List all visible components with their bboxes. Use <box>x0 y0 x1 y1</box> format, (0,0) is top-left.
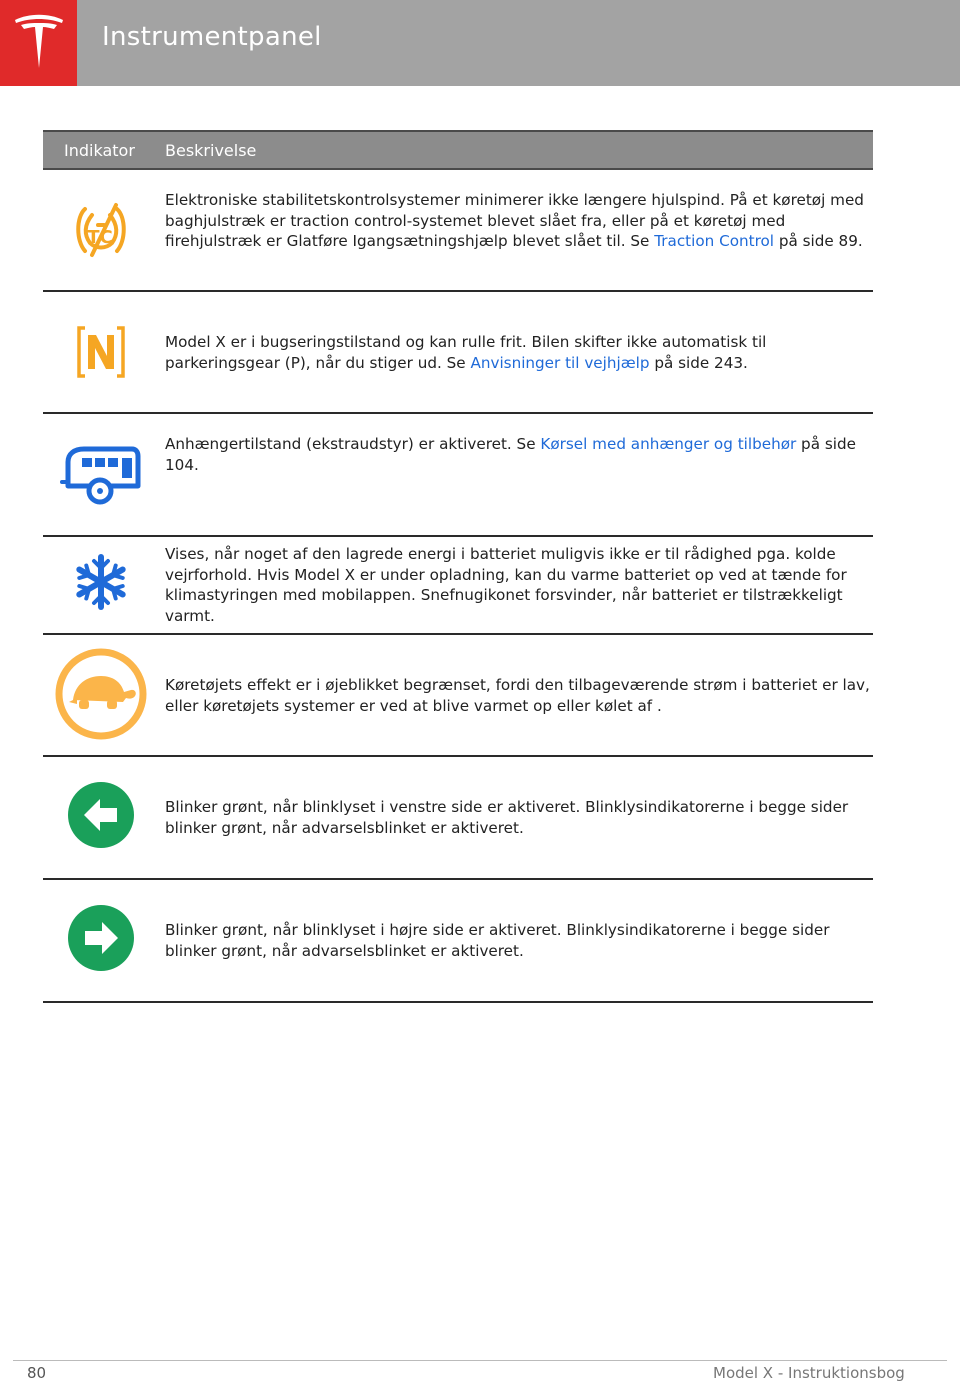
traction-control-off-icon <box>43 200 158 262</box>
column-header-description: Beskrivelse <box>165 141 257 160</box>
tesla-logo-icon <box>13 14 65 70</box>
row-description: Anhængertilstand (ekstraudstyr) er aktiveret. Se Kørsel med anhænger og tilbehør på side 104. <box>165 435 856 474</box>
table-row <box>43 170 873 292</box>
row-description: Blinker grønt, når blinklyset i højre side er aktiveret. Blinklysindikatorerne i begge sider blinker grønt, når advarselsblinket er aktiveret. <box>165 921 830 960</box>
table-row <box>43 292 873 414</box>
link-towing-and-accessories[interactable]: Kørsel med anhænger og tilbehør <box>540 435 797 453</box>
turn-signal-left-icon <box>43 780 158 850</box>
snowflake-icon <box>43 552 158 612</box>
column-header-indicator: Indikator <box>64 141 135 160</box>
row-description: Køretøjets effekt er i øjeblikket begrænset, fordi den tilbageværende strøm i batteriet er lav, eller køretøjets systemer er ved at blive varmet op eller kølet af . <box>165 676 870 715</box>
table-header <box>43 130 873 170</box>
row-description: Blinker grønt, når blinklyset i venstre side er aktiveret. Blinklysindikatorerne i begge sider blinker grønt, når advarselsblinket er aktiveret. <box>165 798 849 837</box>
logo-box <box>0 0 77 86</box>
trailer-mode-icon <box>43 442 158 508</box>
page-title: Instrumentpanel <box>102 22 322 52</box>
row-description: Elektroniske stabilitetskontrolsystemer minimerer ikke længere hjulspind. På et køretøj med baghjulstræk er traction control-systemet blevet slået fra, eller på et køretøj med firehjulstræk er Glatføre Igangsætningshjælp blevet slået til. Se Traction Control på side 89. <box>165 191 864 250</box>
table-row <box>43 880 873 1003</box>
footer-divider <box>13 1360 947 1361</box>
row-description: Model X er i bugseringstilstand og kan rulle frit. Bilen skifter ikke automatisk til parkeringsgear (P), når du stiger ud. Se Anvisninger til vejhjælp på side 243. <box>165 333 767 372</box>
turtle-reduced-power-icon <box>43 645 158 743</box>
table-row <box>43 537 873 635</box>
turn-signal-right-icon <box>43 903 158 973</box>
table-row <box>43 635 873 757</box>
link-traction-control[interactable]: Traction Control <box>654 232 774 250</box>
tow-mode-n-icon <box>43 322 158 382</box>
page-header <box>0 0 960 86</box>
footer-doc-title: Model X - Instruktionsbog <box>713 1364 905 1382</box>
link-roadside-assistance[interactable]: Anvisninger til vejhjælp <box>470 353 650 372</box>
svg-text:TC: TC <box>86 227 113 248</box>
row-description: Vises, når noget af den lagrede energi i batteriet muligvis ikke er til rådighed pga. kolde vejrforhold. Hvis Model X er under opladning, kan du varme batteriet op ved at tænde for klimastyringen med mobilappen. Snefnugikonet forsvinder, når batteriet er tilstrækkeligt varmt. <box>165 545 847 625</box>
table-row <box>43 757 873 880</box>
page-number: 80 <box>27 1364 47 1382</box>
indicator-table <box>43 130 873 1003</box>
table-row <box>43 414 873 537</box>
